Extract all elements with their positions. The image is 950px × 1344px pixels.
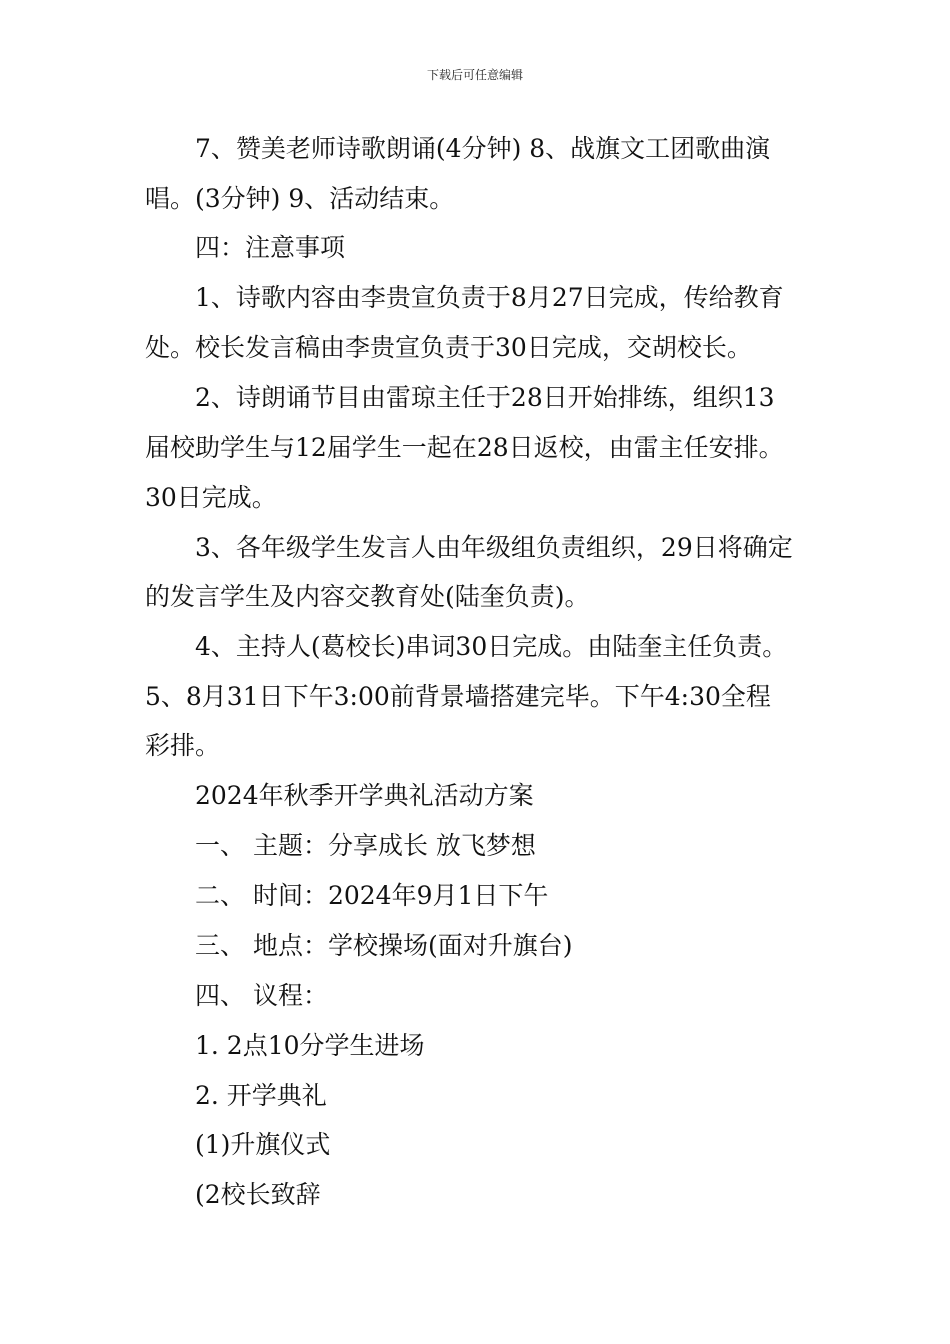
body-line: 1、诗歌内容由李贵宣负责于8月27日完成，传给教育 (195, 283, 784, 312)
body-line: 3、各年级学生发言人由年级组负责组织，29日将确定 (195, 533, 793, 562)
body-line: 届校助学生与12届学生一起在28日返校，由雷主任安排。 (145, 433, 784, 462)
body-line: 7、赞美老师诗歌朗诵(4分钟) 8、战旗文工团歌曲演 (195, 134, 771, 163)
body-line: 四：注意事项 (195, 233, 346, 262)
body-line: 2、诗朗诵节目由雷琼主任于28日开始排练，组织13 (195, 383, 775, 412)
body-line: 彩排。 (145, 731, 221, 760)
section-title: 2024年秋季开学典礼活动方案 (195, 781, 534, 810)
page-header: 下载后可任意编辑 (426, 68, 523, 82)
body-line: (1)升旗仪式 (195, 1130, 331, 1159)
body-line: 1. 2点10分学生进场 (195, 1031, 425, 1060)
body-line: 30日完成。 (145, 483, 277, 512)
body-line: 2. 开学典礼 (195, 1081, 327, 1110)
body-line: 四、 议程： (195, 981, 328, 1010)
body-line: 5、8月31日下午3:00前背景墙搭建完毕。下午4:30全程 (145, 682, 771, 711)
body-line: 一、 主题：分享成长 放飞梦想 (195, 831, 536, 860)
body-line: 三、 地点：学校操场(面对升旗台) (195, 931, 573, 960)
body-line: 处。校长发言稿由李贵宣负责于30日完成，交胡校长。 (145, 333, 752, 362)
body-line: 唱。(3分钟) 9、活动结束。 (145, 184, 455, 213)
body-line: 4、主持人(葛校长)串词30日完成。由陆奎主任负责。 (195, 632, 788, 661)
body-line: 二、 时间：2024年9月1日下午 (195, 881, 549, 910)
body-line: 的发言学生及内容交教育处(陆奎负责)。 (145, 582, 590, 611)
body-line: (2校长致辞 (195, 1180, 321, 1209)
